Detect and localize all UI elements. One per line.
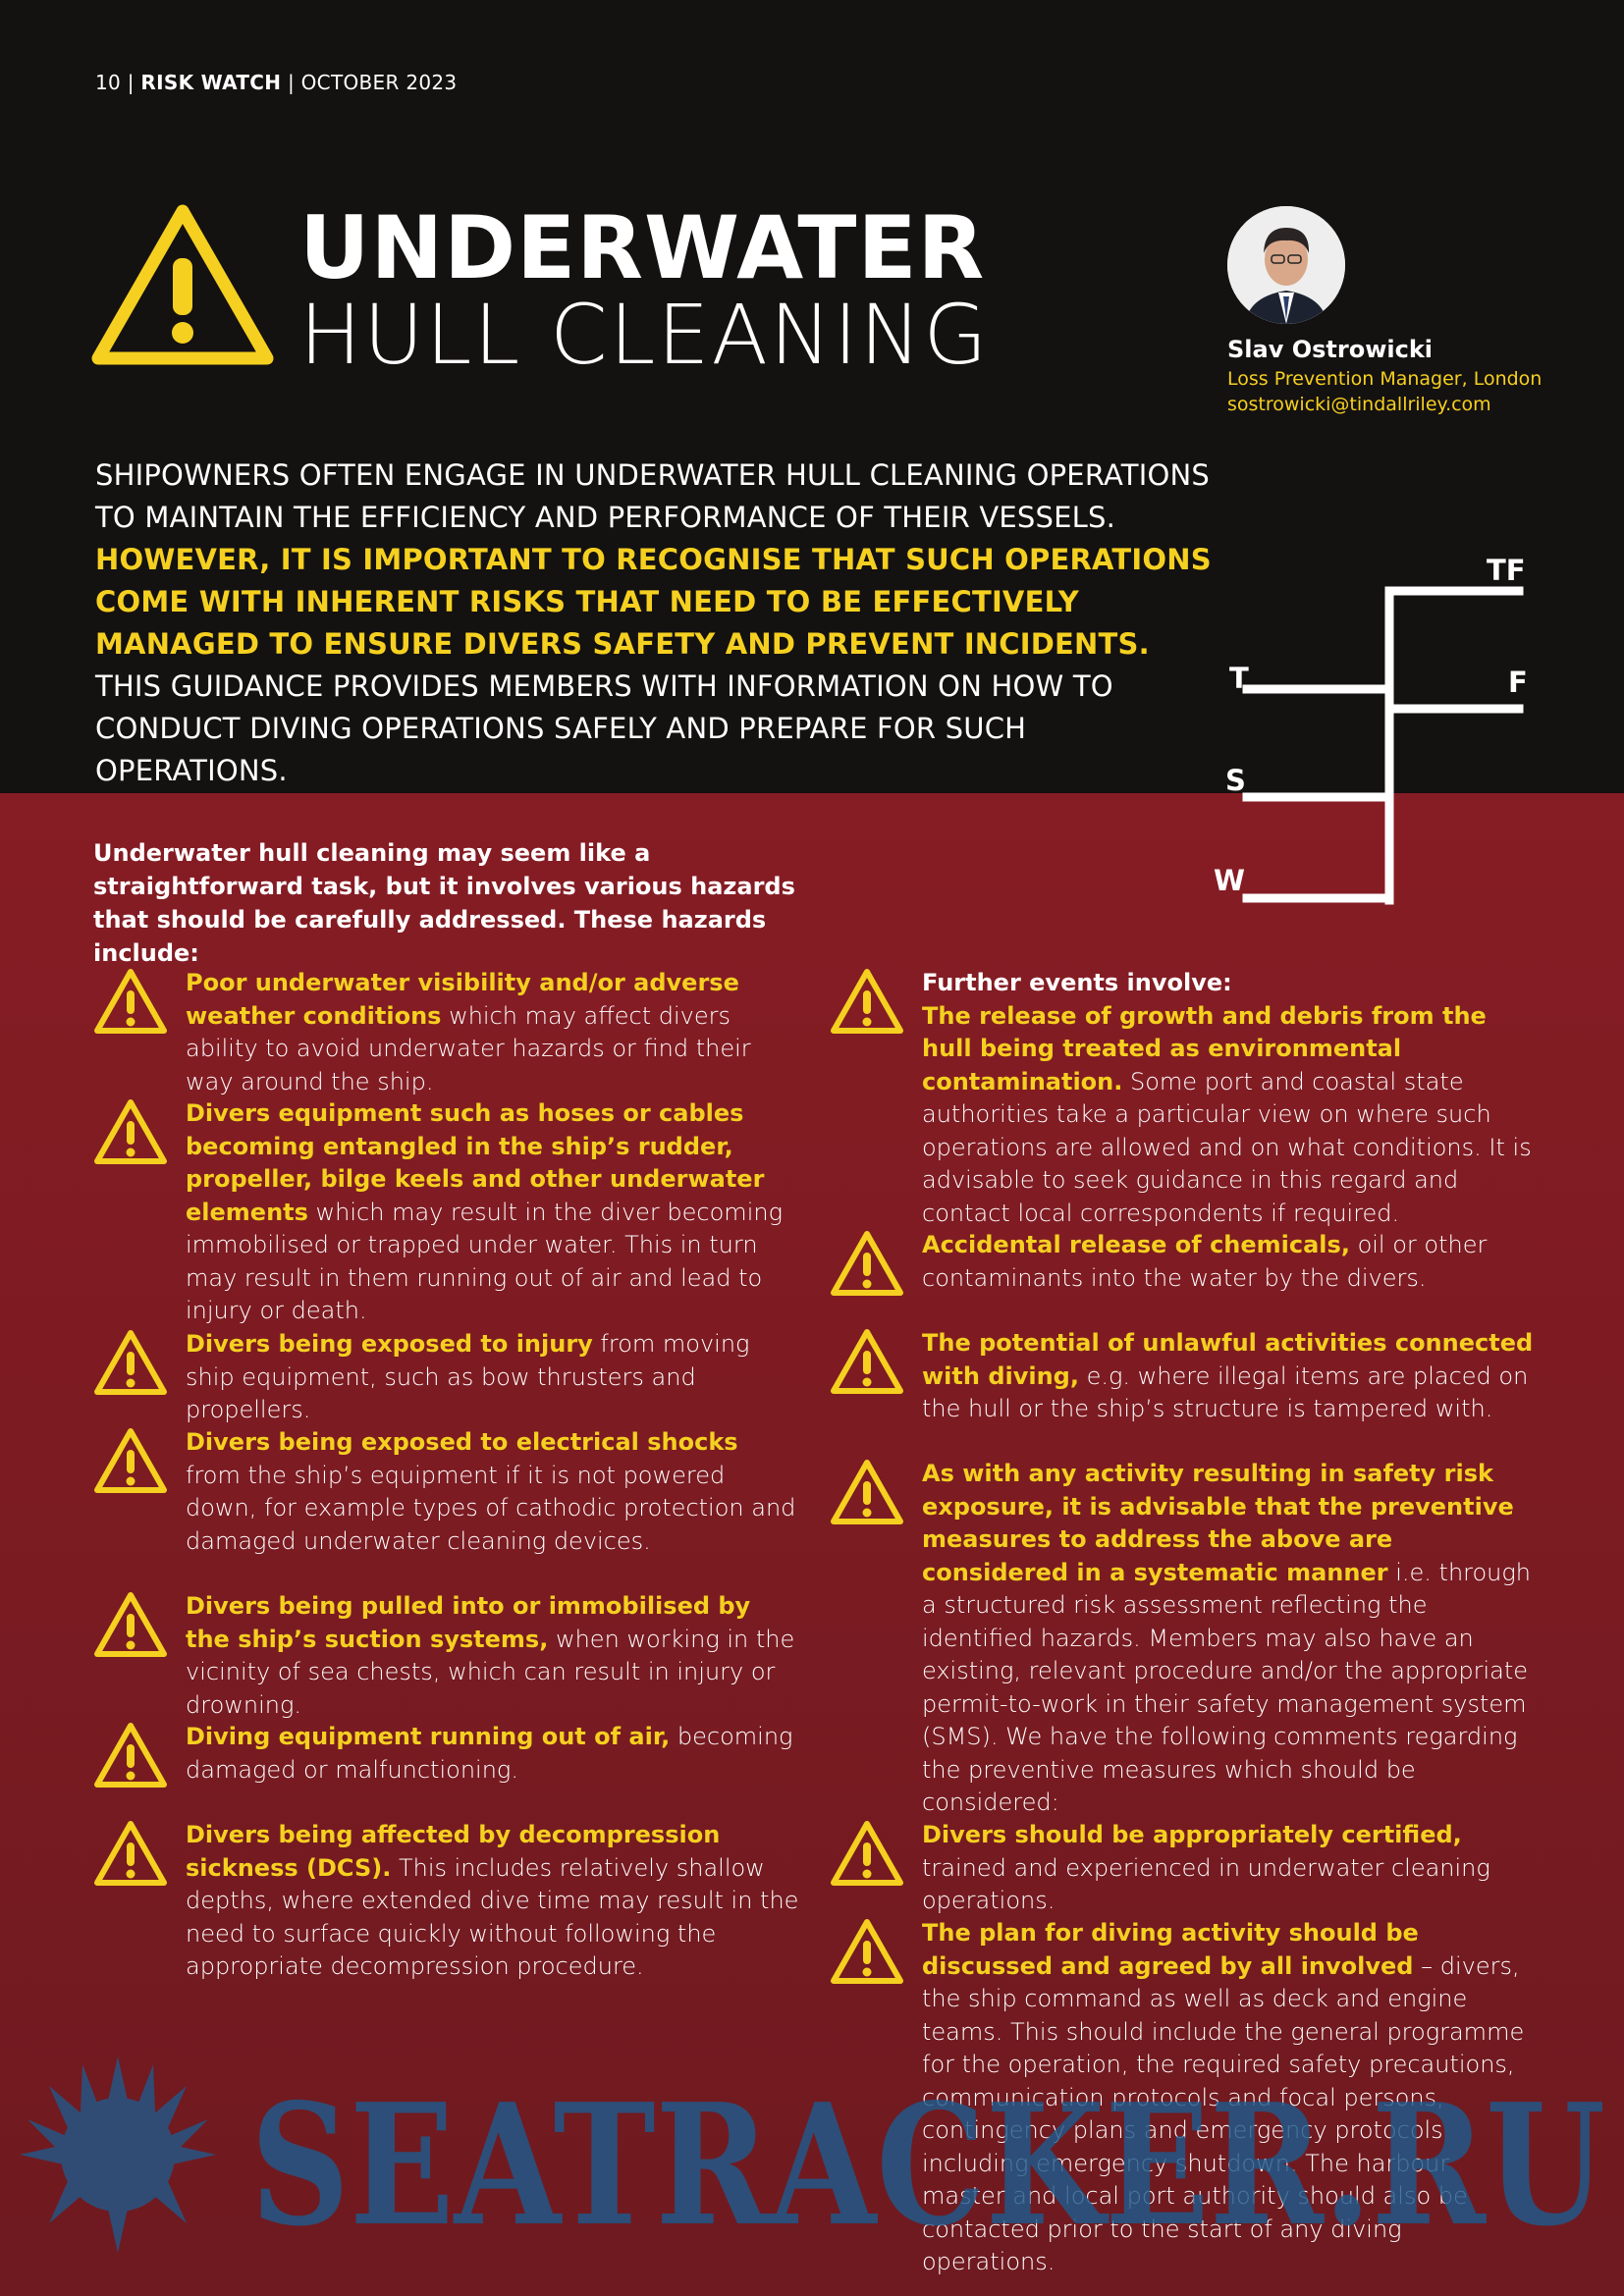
hazard-text: from moving ship equipment, such as bow thrusters and propellers. bbox=[186, 1330, 750, 1423]
hazards-column-left bbox=[93, 967, 800, 1986]
author-portrait-icon bbox=[1227, 206, 1345, 324]
publication-name: RISK WATCH bbox=[140, 71, 282, 94]
warning-triangle-icon bbox=[830, 1917, 904, 1986]
hazard-highlight: Divers being exposed to electrical shocks bbox=[186, 1428, 738, 1456]
hazard-text: oil or other contaminants into the water by the divers. bbox=[922, 1231, 1488, 1292]
tf-mark-label: TF bbox=[1487, 554, 1526, 587]
warning-triangle-icon bbox=[93, 1590, 168, 1659]
hazard-highlight: Diving equipment running out of air, bbox=[186, 1723, 671, 1750]
hazard-item bbox=[93, 967, 800, 1097]
warning-triangle-icon bbox=[93, 967, 168, 1036]
hazard-text: i.e. through a structured risk assessment reflecting the identified hazards. Members may also have an existing, relevant procedure and/or the appropriate permit-to-work in their safety management system (SMS). We have the following comments regarding the preventive measures which should be considered: bbox=[922, 1558, 1531, 1816]
hazard-item bbox=[93, 1426, 800, 1590]
f-mark-label: F bbox=[1508, 666, 1528, 699]
hazard-item bbox=[93, 1590, 800, 1721]
hazard-text: from the ship’s equipment if it is not powered down, for example types of cathodic protection and damaged underwater cleaning devices. bbox=[186, 1461, 796, 1555]
intro-paragraph bbox=[95, 454, 1224, 792]
hazard-highlight: Divers being exposed to injury bbox=[186, 1330, 593, 1358]
warning-triangle-icon bbox=[830, 1819, 904, 1888]
hazard-item bbox=[93, 1819, 800, 1986]
hazard-highlight: Divers being pulled into or immobilised by the ship’s suction systems, bbox=[186, 1592, 751, 1653]
intro-text-1: SHIPOWNERS OFTEN ENGAGE IN UNDERWATER HULL CLEANING OPERATIONS TO MAINTAIN THE EFFICIENCY AND PERFORMANCE OF THEIR VESSELS. bbox=[95, 458, 1210, 534]
hazard-item bbox=[830, 967, 1537, 1229]
title-line-2: HULL CLEANING bbox=[299, 287, 990, 383]
lead-paragraph: Underwater hull cleaning may seem like a straightforward task, but it involves various hazards that should be carefully addressed. These hazards include: bbox=[93, 839, 795, 967]
hazard-text: when working in the vicinity of sea chests, which can result in injury or drowning. bbox=[186, 1625, 795, 1719]
hazard-text: – divers, the ship command as well as deck and engine teams. This should include the general programme for the operation, the required safety precautions, communication protocols and focal persons, contingency plans and emergency protocols including emergency shutdown. The harbour master and local port authority should also be contacted prior to the start of any diving operations. bbox=[922, 1951, 1525, 2275]
hazard-highlight: The plan for diving activity should be discussed and agreed by all involved bbox=[922, 1919, 1419, 1980]
author-email[interactable]: sostrowicki@tindallriley.com bbox=[1227, 394, 1491, 415]
hazard-highlight: Divers being affected by decompression sickness (DCS). bbox=[186, 1821, 721, 1882]
hazard-text: becoming damaged or malfunctioning. bbox=[186, 1723, 793, 1784]
page-number: 10 bbox=[95, 71, 122, 94]
hazard-item bbox=[830, 1458, 1537, 1819]
watermark bbox=[0, 2056, 1624, 2253]
running-header: 10 | RISK WATCH | OCTOBER 2023 bbox=[95, 71, 458, 94]
hazard-highlight: The release of growth and debris from the hull being treated as environmental contamination. bbox=[922, 1001, 1487, 1095]
warning-triangle-icon bbox=[830, 1229, 904, 1298]
warning-triangle-icon bbox=[830, 967, 904, 1036]
hazard-text: This includes relatively shallow depths, where extended dive time may result in the need to surface quickly without following the appropriate decompression procedure. bbox=[186, 1853, 799, 1980]
hazard-highlight: Poor underwater visibility and/or adverse weather conditions bbox=[186, 969, 739, 1030]
hazard-item bbox=[830, 1819, 1537, 1917]
warning-triangle-icon bbox=[830, 1458, 904, 1526]
hazard-text: trained and experienced in underwater cleaning operations. bbox=[922, 1853, 1490, 1914]
title-line-1: UNDERWATER bbox=[299, 197, 986, 298]
w-mark-label: W bbox=[1214, 864, 1245, 897]
author-role: Loss Prevention Manager, London bbox=[1227, 368, 1543, 390]
load-line-marks-diagram bbox=[1208, 545, 1561, 918]
watermark-text: SEATRACKER.RU bbox=[250, 2067, 1605, 2253]
hazard-highlight: Accidental release of chemicals, bbox=[922, 1231, 1350, 1258]
hazard-text: e.g. where illegal items are placed on the hull or the ship’s structure is tampered with. bbox=[922, 1362, 1529, 1422]
hazard-item bbox=[93, 1721, 800, 1819]
hazard-highlight: Divers should be appropriately certified, bbox=[922, 1821, 1462, 1848]
sunburst-logo-icon bbox=[20, 2056, 216, 2253]
warning-triangle-icon bbox=[93, 1426, 168, 1495]
issue-date: OCTOBER 2023 bbox=[300, 71, 458, 94]
hazard-item bbox=[93, 1097, 800, 1328]
intro-highlight: HOWEVER, IT IS IMPORTANT TO RECOGNISE THAT SUCH OPERATIONS COME WITH INHERENT RISKS THAT NEED TO BE EFFECTIVELY MANAGED TO ENSURE DIVERS SAFETY AND PREVENT INCIDENTS. bbox=[95, 543, 1212, 661]
hazard-text: which may affect divers ability to avoid underwater hazards or find their way around the ship. bbox=[186, 1001, 751, 1095]
warning-triangle-icon bbox=[93, 1328, 168, 1397]
warning-triangle-icon bbox=[93, 1097, 168, 1166]
intro-text-2: THIS GUIDANCE PROVIDES MEMBERS WITH INFORMATION ON HOW TO CONDUCT DIVING OPERATIONS SAFELY AND PREPARE FOR SUCH OPERATIONS. bbox=[95, 669, 1113, 787]
hazard-highlight: As with any activity resulting in safety risk exposure, it is advisable that the preventive measures to address the above are considered in a systematic manner bbox=[922, 1460, 1514, 1586]
hazard-highlight: The potential of unlawful activities connected with diving, bbox=[922, 1329, 1534, 1390]
hazard-text: which may result in the diver becoming immobilised or trapped under water. This in turn may result in them running out of air and lead to injury or death. bbox=[186, 1198, 783, 1324]
warning-triangle-icon bbox=[93, 1819, 168, 1888]
s-mark-label: S bbox=[1225, 764, 1246, 797]
warning-triangle-icon bbox=[830, 1327, 904, 1396]
t-mark-label: T bbox=[1229, 662, 1249, 695]
hazard-item bbox=[93, 1328, 800, 1426]
hazard-item bbox=[830, 1327, 1537, 1458]
author-photo bbox=[1227, 206, 1345, 324]
hazard-text: Some port and coastal state authorities take a particular view on where such operations are allowed and on what conditions. It is advisable to seek guidance in this regard and contact local correspondents if required. bbox=[922, 1067, 1532, 1227]
further-events-heading: Further events involve: bbox=[922, 969, 1232, 996]
warning-triangle-icon bbox=[90, 201, 275, 366]
hazard-highlight: Divers equipment such as hoses or cables becoming entangled in the ship’s rudder, propeller, bilge keels and other underwater elements bbox=[186, 1099, 765, 1226]
warning-triangle-icon bbox=[93, 1721, 168, 1789]
hazard-item bbox=[830, 1229, 1537, 1327]
author-name: Slav Ostrowicki bbox=[1227, 336, 1434, 363]
